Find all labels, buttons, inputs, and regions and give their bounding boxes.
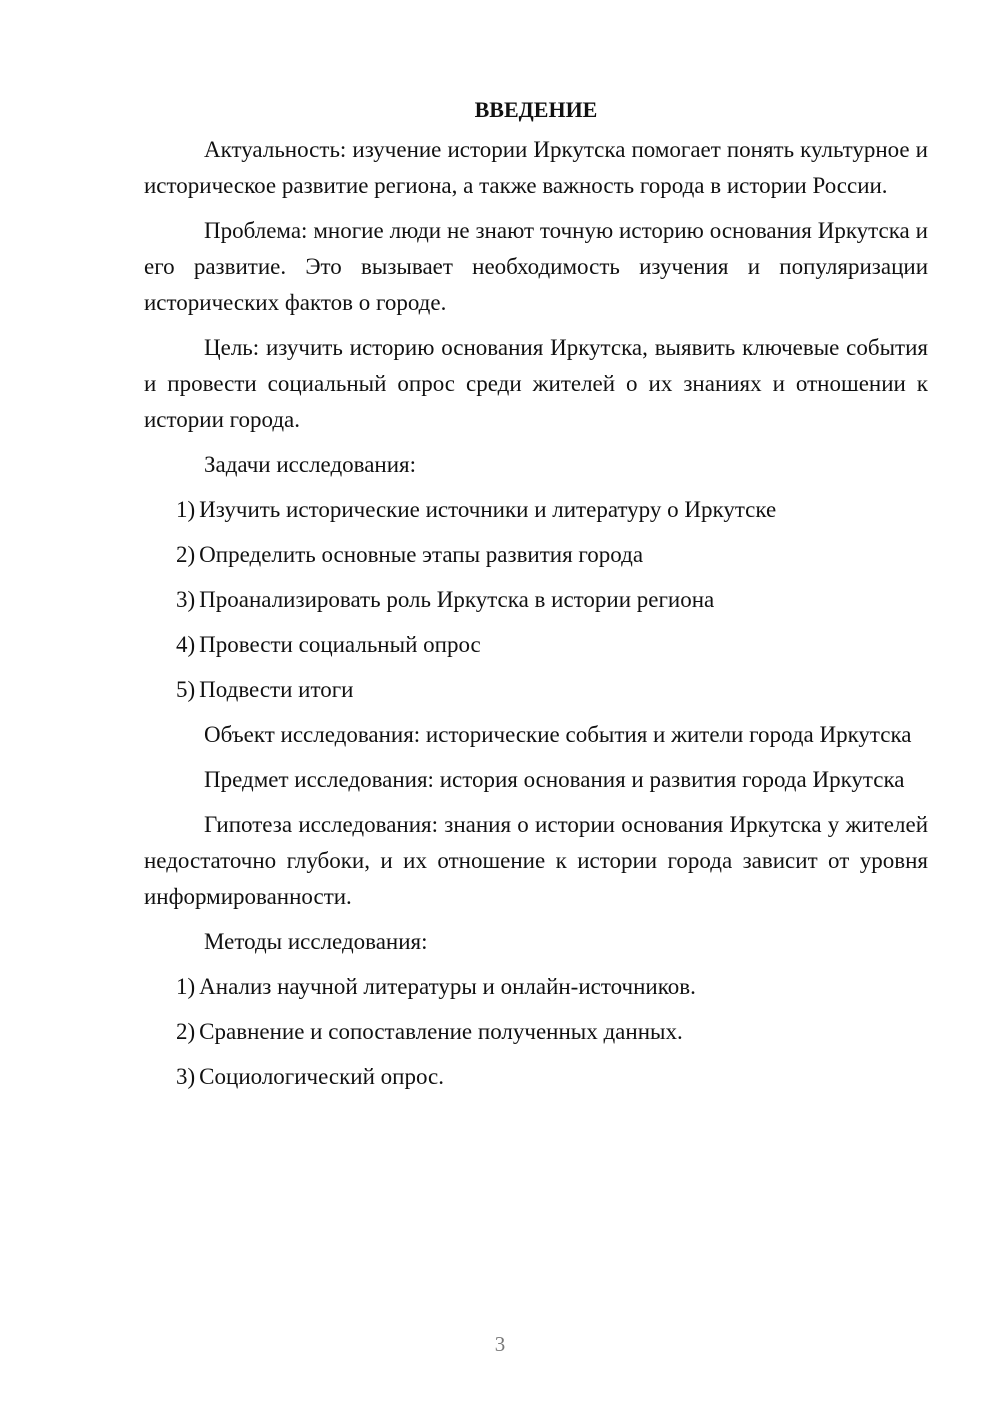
tasks-heading: Задачи исследования: [204, 452, 417, 477]
list-item [144, 1059, 928, 1095]
list-item-text: Изучить исторические источники и литературу о Иркутске [199, 497, 777, 522]
list-item-number: 2) [176, 542, 196, 567]
relevance-paragraph: Актуальность: изучение истории Иркутска помогает понять культурное и историческое развитие региона, а также важность города в истории России. [144, 137, 928, 198]
list-item [144, 969, 928, 1005]
document-page [144, 92, 928, 1104]
list-item [144, 672, 928, 708]
list-item-text: Подвести итоги [199, 677, 354, 702]
hypothesis-paragraph: Гипотеза исследования: знания о истории основания Иркутска у жителей недостаточно глубоки, и их отношение к истории города зависит от уровня информированности. [144, 812, 928, 909]
list-item-text: Сравнение и сопоставление полученных данных. [199, 1019, 683, 1044]
methods-heading: Методы исследования: [204, 929, 428, 954]
problem-paragraph: Проблема: многие люди не знают точную историю основания Иркутска и его развитие. Это вызывает необходимость изучения и популяризации исторических фактов о городе. [144, 218, 928, 315]
list-item [144, 1014, 928, 1050]
goal-paragraph: Цель: изучить историю основания Иркутска, выявить ключевые события и провести социальный опрос среди жителей о их знаниях и отношении к истории города. [144, 335, 928, 432]
list-item-text: Провести социальный опрос [199, 632, 481, 657]
list-item-number: 2) [176, 1019, 196, 1044]
list-item [144, 627, 928, 663]
list-item-number: 5) [176, 677, 196, 702]
methods-list [144, 969, 928, 1095]
list-item-text: Анализ научной литературы и онлайн-источников. [199, 974, 696, 999]
list-item [144, 582, 928, 618]
list-item [144, 492, 928, 528]
tasks-list [144, 492, 928, 708]
list-item-number: 1) [176, 497, 196, 522]
list-item-number: 1) [176, 974, 196, 999]
list-item-number: 3) [176, 587, 196, 612]
list-item-number: 4) [176, 632, 196, 657]
page-number: 3 [494, 1332, 506, 1356]
list-item-text: Социологический опрос. [199, 1064, 444, 1089]
list-item-number: 3) [176, 1064, 196, 1089]
object-paragraph: Объект исследования: исторические события и жители города Иркутска [204, 722, 912, 747]
section-title: ВВЕДЕНИЕ [474, 97, 598, 122]
list-item-text: Проанализировать роль Иркутска в истории региона [199, 587, 715, 612]
list-item [144, 537, 928, 573]
subject-paragraph: Предмет исследования: история основания и развития города Иркутска [204, 767, 905, 792]
list-item-text: Определить основные этапы развития города [199, 542, 644, 567]
